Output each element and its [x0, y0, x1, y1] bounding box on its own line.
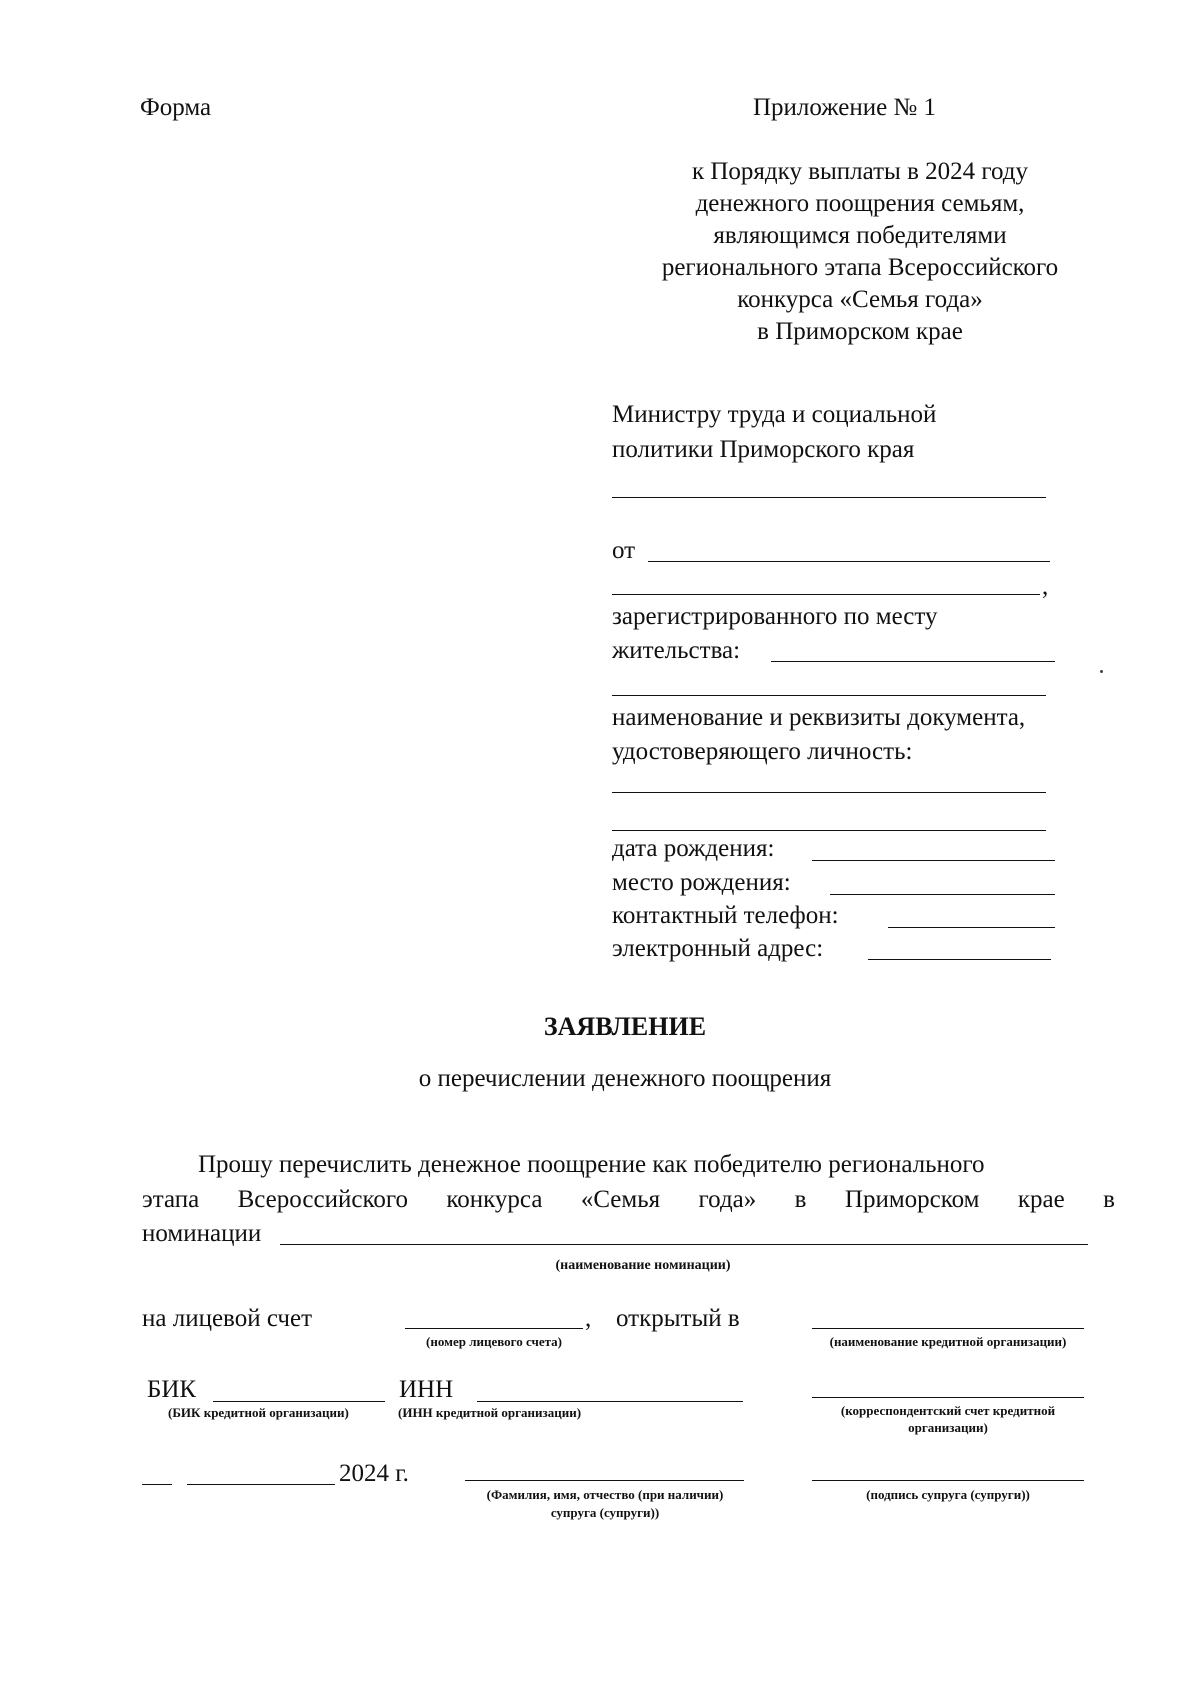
- fio-caption-1: (Фамилия, имя, отчество (при наличии): [486, 1487, 724, 1502]
- request-line-2: [142, 1187, 1115, 1212]
- birth-place-blank-line[interactable]: [830, 894, 1055, 895]
- appendix-reference: [560, 156, 1160, 348]
- appendix-line: к Порядку выплаты в 2024 году: [691, 158, 1029, 185]
- inn-label: ИНН: [399, 1376, 454, 1403]
- id-document-blank-line-1[interactable]: [612, 792, 1046, 793]
- corr-account-caption-1: (корреспондентский счет кредитной: [840, 1403, 1056, 1418]
- signature-blank-line[interactable]: [812, 1480, 1084, 1481]
- request-word: этапа: [142, 1186, 200, 1213]
- nomination-caption: (наименование номинации): [555, 1258, 731, 1273]
- request-word: конкурса: [446, 1186, 543, 1213]
- registered-label-2: жительства:: [612, 637, 741, 664]
- nomination-blank-line[interactable]: [280, 1244, 1088, 1245]
- email-label: электронный адрес:: [612, 935, 824, 962]
- document-subtitle: о перечислении денежного поощрения: [418, 1065, 832, 1092]
- request-word: Приморском: [844, 1186, 980, 1213]
- registered-label-1: зарегистрированного по месту: [612, 603, 938, 630]
- document-title: ЗАЯВЛЕНИЕ: [543, 1012, 707, 1041]
- birth-place-label: место рождения:: [612, 869, 791, 896]
- registered-blank-line[interactable]: [771, 661, 1055, 662]
- birth-date-blank-line[interactable]: [812, 860, 1055, 861]
- id-document-label-2: удостоверяющего личность:: [612, 738, 913, 765]
- bik-caption: (БИК кредитной организации): [168, 1405, 349, 1420]
- fio-caption-2: супруга (супруги)): [550, 1505, 660, 1520]
- signature-caption: (подпись супруга (супруги)): [866, 1487, 1030, 1502]
- bik-label: БИК: [147, 1376, 197, 1403]
- account-blank-line[interactable]: [405, 1328, 583, 1329]
- request-word: в: [1103, 1186, 1115, 1213]
- email-blank-line[interactable]: [868, 959, 1051, 960]
- registered-blank-line-2[interactable]: [612, 695, 1046, 696]
- request-word: года»: [698, 1186, 757, 1213]
- request-word: в: [794, 1186, 807, 1213]
- addressee-line-1: Министру труда и социальной: [612, 401, 937, 428]
- from-blank-line[interactable]: [648, 561, 1050, 562]
- appendix-title: Приложение № 1: [753, 94, 937, 121]
- account-label: на лицевой счет: [142, 1305, 313, 1332]
- corr-account-caption-2: организации): [908, 1420, 988, 1435]
- fio-blank-line[interactable]: [465, 1480, 744, 1481]
- bik-blank-line[interactable]: [213, 1401, 385, 1402]
- appendix-line: являющимся победителями: [713, 222, 1007, 249]
- corr-account-blank-line[interactable]: [812, 1397, 1084, 1398]
- bank-blank-line[interactable]: [812, 1328, 1084, 1329]
- date-month-blank-line[interactable]: [187, 1484, 335, 1485]
- request-line-1: Прошу перечислить денежное поощрение как победителю регионального: [198, 1151, 985, 1178]
- phone-label: контактный телефон:: [612, 902, 839, 929]
- request-word: крае: [1017, 1186, 1065, 1213]
- bank-caption: (наименование кредитной организации): [829, 1334, 1067, 1349]
- date-day-blank-line[interactable]: [142, 1484, 172, 1485]
- nomination-label: номинации: [142, 1220, 262, 1247]
- appendix-line: денежного поощрения семьям,: [695, 190, 1025, 217]
- from-blank-line-2[interactable]: [612, 594, 1040, 595]
- year-text: 2024 г.: [339, 1460, 409, 1487]
- appendix-line: в Приморском крае: [757, 318, 963, 345]
- addressee-line-2: политики Приморского края: [612, 436, 915, 463]
- id-document-label-1: наименование и реквизиты документа,: [612, 704, 1026, 731]
- account-caption: (номер лицевого счета): [426, 1334, 562, 1349]
- scan-speck: [1100, 670, 1103, 673]
- appendix-line: регионального этапа Всероссийского: [661, 254, 1059, 281]
- inn-caption: (ИНН кредитной организации): [398, 1405, 582, 1420]
- account-comma: ,: [585, 1305, 592, 1332]
- request-word: Всероссийского: [237, 1186, 408, 1213]
- id-document-blank-line-2[interactable]: [612, 830, 1046, 831]
- from-label: от: [612, 537, 636, 564]
- from-comma: ,: [1042, 573, 1049, 600]
- birth-date-label: дата рождения:: [612, 835, 775, 862]
- form-label: Форма: [140, 94, 212, 121]
- opened-in-label: открытый в: [616, 1305, 740, 1332]
- inn-blank-line[interactable]: [477, 1401, 743, 1402]
- phone-blank-line[interactable]: [888, 927, 1055, 928]
- addressee-blank-line[interactable]: [612, 497, 1046, 498]
- appendix-line: конкурса «Семья года»: [737, 286, 983, 313]
- request-word: «Семья: [580, 1186, 661, 1213]
